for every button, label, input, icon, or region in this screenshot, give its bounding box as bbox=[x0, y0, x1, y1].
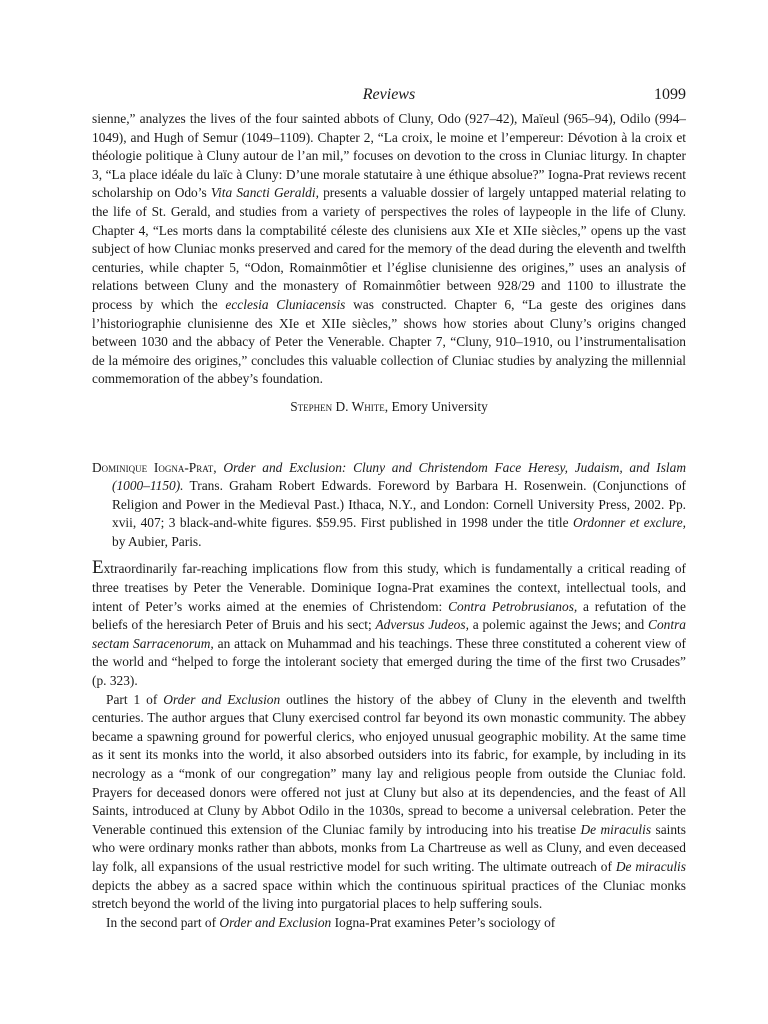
running-title: Reviews bbox=[362, 86, 416, 103]
text-run: sienne,” analyzes the lives of the four sainted abbots of Cluny, Odo (927–42), Maïeul (965–94), Odilo (994–1049), and Hugh of Semur (1049–1109). Chapter 2, “La croix, le moine et l’empereur: Dévotion à la croix et théologie politique à Cluny autour de l’an mil,” focuses on devotion to the cross in Cluniac liturgy. In chapter 3, “La place idéale du laïc à Cluny: D’une morale statutaire à une éthique absolue?” Iogna-Prat reviews recent scholarship on Odo’s bbox=[92, 111, 686, 201]
page bbox=[92, 86, 686, 932]
italic-title: Contra sectam Sarracenorum, bbox=[92, 617, 686, 651]
italic-title: Order and Exclusion bbox=[219, 914, 332, 930]
text-run: an attack on Muhammad and his teachings. These three constituted a coherent view of the world and “helped to forge the intolerant society that emerged during the time of the first two Crusades” (p. 323). bbox=[92, 635, 686, 689]
italic-title: De miraculis bbox=[615, 858, 686, 874]
italic-term: ecclesia Cluniacensis bbox=[225, 296, 346, 312]
text-run: presents a valuable dossier of largely untapped material relating to the life of St. Gerald, and studies from a variety of perspectives the roles of laypeople in the life of Cluny. Chapter 4, “Les morts dans la comptabilité céleste des clunisiens aux XIe et XIIe siècles,” opens up the vast subject of how Cluniac monks preserved and cared for the memory of the dead during the eleventh and twelfth centuries, while chapter 5, “Odon, Romainmôtier et l’église clunisienne des origines,” uses an analysis of relations between Cluny and the monastery of Romainmôtier between 928/29 and 1100 to illustrate the process by which the bbox=[92, 185, 686, 312]
reviewer-name: Stephen D. White bbox=[290, 398, 385, 414]
book-author: Dominique Iogna-Prat bbox=[92, 459, 214, 475]
italic-title: De miraculis bbox=[580, 821, 652, 837]
original-title: Ordonner et exclure, bbox=[572, 515, 687, 531]
italic-title: Order and Exclusion bbox=[163, 691, 281, 707]
italic-title: Vita Sancti Geraldi, bbox=[210, 185, 319, 201]
text-run: In the second part of bbox=[106, 914, 220, 930]
body-paragraph-1 bbox=[92, 559, 686, 690]
text-run: depicts the abbey as a sacred space within which the continuous spiritual practices of the Cluniac monks stretch beyond the world of the living into purgatorial places to help suffering souls. bbox=[92, 877, 686, 912]
citation-details: Trans. Graham Robert Edwards. Foreword by Barbara H. Rosenwein. (Conjunctions of Religion and Power in the Medieval Past.) Ithaca, N.Y., and London: Cornell University Press, 2002. Pp. xvii, 407; 3 black-and-white figures. $59.95. First published in 1998 under the title bbox=[112, 478, 686, 531]
page-number: 1099 bbox=[654, 86, 686, 103]
text-run: outlines the history of the abbey of Cluny in the eleventh and twelfth centuries. The author argues that Cluny exercised control far beyond its own monastic community. The abbey became a spawning ground for powerful clerics, who enjoyed unusual geographic mobility. At the same time as it sent its monks into the world, it also absorbed outsiders into its fabric, for example, by including in its necrology as a “monk of our congregation” many lay and religious people from outside the Cluniac fold. Prayers for deceased donors were offered not just at Cluny but also at its dependencies, and the feast of All Saints, introduced at Cluny by Abbot Odilo in the 1030s, spread to become a universal celebration. Peter the Venerable continued this extension of the Cluniac family by introducing into his treatise bbox=[92, 691, 686, 837]
text-run: Iogna-Prat examines Peter’s sociology of bbox=[331, 914, 556, 930]
review-continuation-paragraph bbox=[92, 110, 686, 389]
running-head bbox=[92, 86, 686, 110]
text-run: saints who were ordinary monks rather than abbots, monks from La Chartreuse as well as Cluny, and even deceased lay folk, all expansions of the usual restrictive model for such writing. The ultimate outreach of bbox=[92, 821, 686, 874]
text-run: a polemic against the Jews; and bbox=[468, 617, 649, 633]
body-paragraph-2 bbox=[92, 691, 686, 914]
italic-title: Adversus Judeos, bbox=[375, 617, 469, 633]
text-run: , bbox=[213, 459, 224, 475]
text-run: by Aubier, Paris. bbox=[112, 533, 202, 549]
text-run: was constructed. Chapter 6, “La geste des origines dans l’historiographie clunisienne des XIe et XIIe siècles,” shows how stories about Cluny’s origins changed between 1030 and the abbacy of Peter the Venerable. Chapter 7, “Cluny, 910–1910, ou l’instrumentalisation de la mémoire des origines,” concludes this valuable collection of Cluniac studies by analyzing the millennial commemoration of the abbey’s foundation. bbox=[92, 296, 687, 387]
text-run: a refutation of the beliefs of the heresiarch Peter of Bruis and his sect; bbox=[92, 598, 686, 633]
reviewer-affiliation: , Emory University bbox=[384, 398, 488, 414]
body-paragraph-3 bbox=[92, 914, 686, 933]
text-run: Part 1 of bbox=[106, 691, 164, 707]
text-run: Extraordinarily far-reaching implications flow from this study, which is fundamentally a critical reading of three treatises by Peter the Venerable. Dominique Iogna-Prat examines the context, intellectual tools, and intent of Peter’s works aimed at the enemies of Christendom: bbox=[92, 557, 686, 614]
book-title: Order and Exclusion: Cluny and Christendom Face Heresy, Judaism, and Islam (1000–1150). bbox=[112, 459, 686, 494]
review-body bbox=[92, 559, 686, 932]
reviewer-signature bbox=[92, 398, 686, 417]
book-citation bbox=[92, 459, 686, 552]
italic-title: Contra Petrobrusianos, bbox=[448, 598, 578, 614]
